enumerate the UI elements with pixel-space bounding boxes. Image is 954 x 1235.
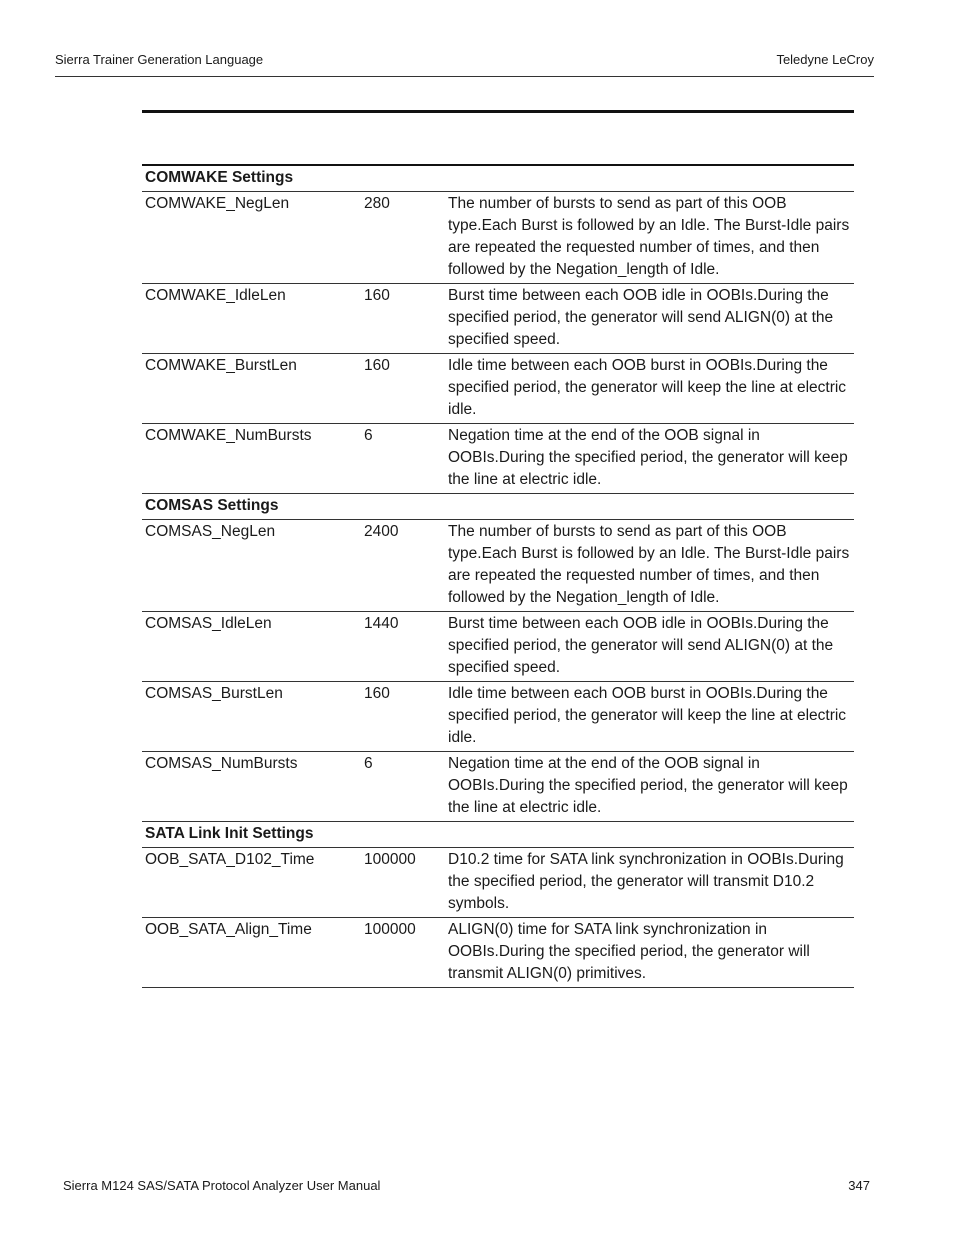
setting-description: Negation time at the end of the OOB signal in OOBIs.During the specified period, the generator will keep the line at electric idle. (445, 752, 854, 822)
setting-description: The number of bursts to send as part of this OOB type.Each Burst is followed by an Idle. The Burst-Idle pairs are repeated the requested number of times, and then followed by the Negation_length of Idle. (445, 192, 854, 284)
section-header-row (142, 822, 854, 848)
setting-value: 160 (361, 354, 445, 424)
table-row (142, 192, 854, 284)
table-row (142, 284, 854, 354)
setting-name: COMWAKE_NegLen (142, 192, 361, 284)
section-title: COMSAS Settings (142, 494, 854, 520)
top-rule (142, 110, 854, 113)
setting-value: 2400 (361, 520, 445, 612)
setting-name: COMSAS_NegLen (142, 520, 361, 612)
setting-value: 6 (361, 424, 445, 494)
setting-name: COMWAKE_IdleLen (142, 284, 361, 354)
table-row (142, 424, 854, 494)
section-header-row (142, 494, 854, 520)
setting-description: D10.2 time for SATA link synchronization in OOBIs.During the specified period, the generator will transmit D10.2 symbols. (445, 848, 854, 918)
setting-name: COMSAS_NumBursts (142, 752, 361, 822)
table-row (142, 682, 854, 752)
settings-table (142, 164, 854, 988)
setting-description: Idle time between each OOB burst in OOBIs.During the specified period, the generator will keep the line at electric idle. (445, 354, 854, 424)
setting-description: Burst time between each OOB idle in OOBIs.During the specified period, the generator will send ALIGN(0) at the specified speed. (445, 612, 854, 682)
header-company: Teledyne LeCroy (776, 52, 874, 67)
setting-description: Burst time between each OOB idle in OOBIs.During the specified period, the generator will send ALIGN(0) at the specified speed. (445, 284, 854, 354)
settings-table-body (142, 165, 854, 988)
setting-name: OOB_SATA_D102_Time (142, 848, 361, 918)
table-row (142, 848, 854, 918)
setting-description: Negation time at the end of the OOB signal in OOBIs.During the specified period, the generator will keep the line at electric idle. (445, 424, 854, 494)
setting-value: 100000 (361, 848, 445, 918)
footer-manual-title: Sierra M124 SAS/SATA Protocol Analyzer User Manual (63, 1178, 381, 1193)
setting-value: 6 (361, 752, 445, 822)
setting-name: OOB_SATA_Align_Time (142, 918, 361, 988)
setting-value: 100000 (361, 918, 445, 988)
setting-value: 1440 (361, 612, 445, 682)
setting-name: COMSAS_BurstLen (142, 682, 361, 752)
setting-value: 160 (361, 682, 445, 752)
setting-description: The number of bursts to send as part of this OOB type.Each Burst is followed by an Idle. The Burst-Idle pairs are repeated the requested number of times, and then followed by the Negation_length of Idle. (445, 520, 854, 612)
section-title: COMWAKE Settings (142, 165, 854, 192)
section-header-row (142, 165, 854, 192)
header-doc-title: Sierra Trainer Generation Language (55, 52, 264, 67)
setting-name: COMSAS_IdleLen (142, 612, 361, 682)
section-title: SATA Link Init Settings (142, 822, 854, 848)
setting-name: COMWAKE_NumBursts (142, 424, 361, 494)
setting-description: ALIGN(0) time for SATA link synchronization in OOBIs.During the specified period, the generator will transmit ALIGN(0) primitives. (445, 918, 854, 988)
setting-value: 280 (361, 192, 445, 284)
table-row (142, 354, 854, 424)
setting-description: Idle time between each OOB burst in OOBIs.During the specified period, the generator will keep the line at electric idle. (445, 682, 854, 752)
setting-name: COMWAKE_BurstLen (142, 354, 361, 424)
setting-value: 160 (361, 284, 445, 354)
table-row (142, 918, 854, 988)
table-row (142, 752, 854, 822)
page-number: 347 (848, 1178, 870, 1193)
table-row (142, 520, 854, 612)
table-row (142, 612, 854, 682)
page-header (55, 52, 874, 77)
